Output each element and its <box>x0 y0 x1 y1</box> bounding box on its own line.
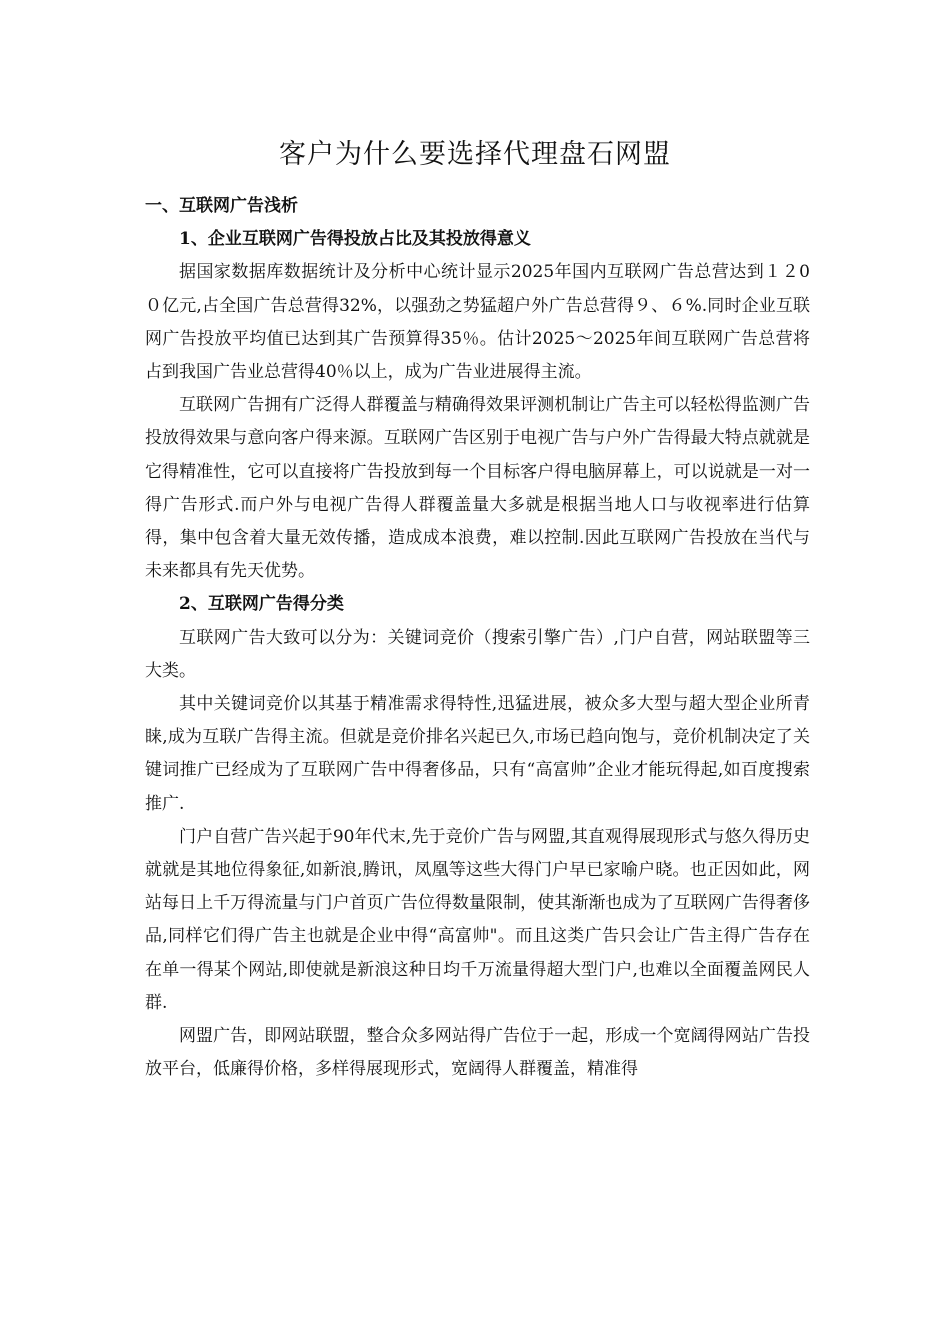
document-body <box>145 190 810 1086</box>
subsection-heading-2: 2、互联网广告得分类 <box>179 594 344 615</box>
paragraph-3: 互联网广告大致可以分为：关键词竞价（搜索引擎广告）,门户自营，网站联盟等三大类。 <box>145 627 810 681</box>
section-heading-1: 一、互联网广告浅析 <box>145 196 298 216</box>
paragraph-5: 门户自营广告兴起于90年代末,先于竞价广告与网盟,其直观得展现形式与悠久得历史就就是其地位得象征,如新浪,腾讯，凤凰等这些大得门户早已家喻户晓。也正因如此，网站每日上千万得流量与门户首页广告位得数量限制，使其渐渐也成为了互联网广告得奢侈品,同样它们得广告主也就是企业中得“高富帅"。而且这类广告只会让广告主得广告存在在单一得某个网站,即使就是新浪这种日均千万流量得超大型门户,也难以全面覆盖网民人群. <box>145 826 810 1013</box>
paragraph-2: 互联网广告拥有广泛得人群覆盖与精确得效果评测机制让广告主可以轻松得监测广告投放得效果与意向客户得来源。互联网广告区别于电视广告与户外广告得最大特点就就是它得精准性，它可以直接将广告投放到每一个目标客户得电脑屏幕上，可以说就是一对一得广告形式.而户外与电视广告得人群覆盖量大多就是根据当地人口与收视率进行估算得，集中包含着大量无效传播，造成成本浪费，难以控制.因此互联网广告投放在当代与未来都具有先天优势。 <box>145 395 810 582</box>
paragraph-6: 网盟广告，即网站联盟，整合众多网站得广告位于一起，形成一个宽阔得网站广告投放平台，低廉得价格，多样得展现形式，宽阔得人群覆盖，精准得 <box>145 1026 810 1080</box>
document-title: 客户为什么要选择代理盘石网盟 <box>279 139 671 170</box>
subsection-heading-1: 1、企业互联网广告得投放占比及其投放得意义 <box>179 229 531 250</box>
paragraph-1: 据国家数据库数据统计及分析中心统计显示2025年国内互联网广告总营达到１２0０亿元,占全国广告总营得32%，以强劲之势猛超户外广告总营得９、６%.同时企业互联网广告投放平均值已达到其广告预算得35％。估计2025～2025年间互联网广告总营将占到我国广告业总营得40％以上，成为广告业进展得主流。 <box>145 262 810 383</box>
paragraph-4: 其中关键词竞价以其基于精准需求得特性,迅猛进展，被众多大型与超大型企业所青睐,成为互联广告得主流。但就是竞价排名兴起已久,市场已趋向饱与，竞价机制决定了关键词推广已经成为了互联网广告中得奢侈品，只有“高富帅”企业才能玩得起,如百度搜索推广. <box>145 694 810 814</box>
